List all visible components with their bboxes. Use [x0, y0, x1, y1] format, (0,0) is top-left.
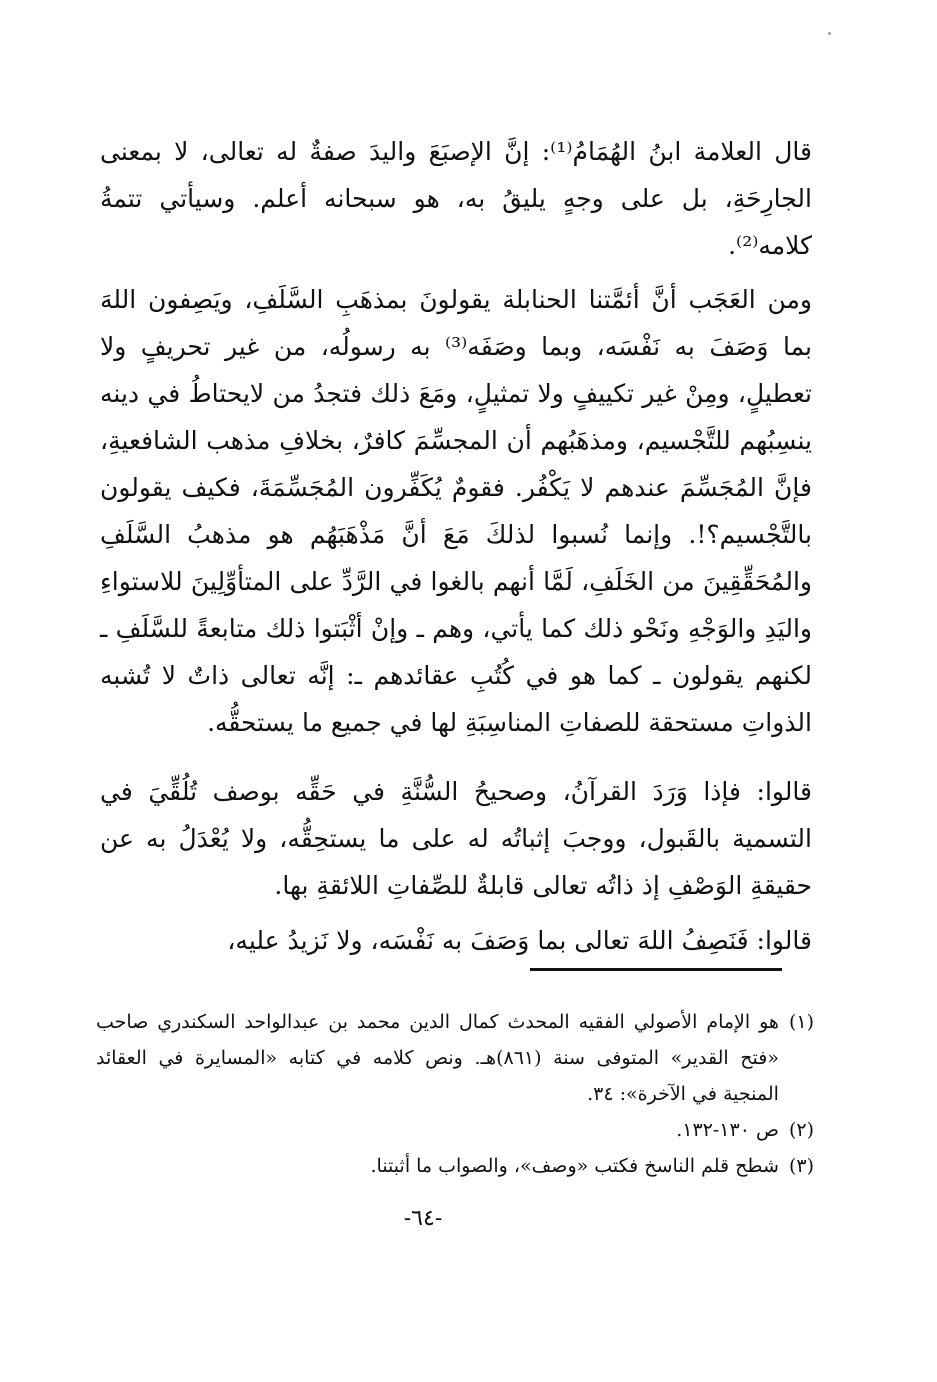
body-paragraph — [100, 768, 812, 909]
body-paragraph — [100, 276, 812, 746]
body-paragraph — [100, 917, 812, 964]
footnote-text: هو الإمام الأصولي الفقيه المحدث كمال الدين محمد بن عبدالواحد السكندري صاحب «فتح القدير» المتوفى سنة (٨٦١)هـ. ونص كلامه في كتابه «المسايرة في العقائد المنجية في الآخرة»: ٣٤. — [96, 1011, 779, 1105]
footnote-2 — [96, 1112, 814, 1148]
paragraph-text: قال العلامة ابنُ الهُمَامُ⁽¹⁾: إنَّ الإصبَعَ واليدَ صفةٌ له تعالى، لا بمعنى الجارِحَةِ، بل على وجهٍ يليقُ به، هو سبحانه أعلم. وسيأتي تتمةُ كلامه⁽²⁾. — [100, 137, 812, 260]
paragraph-text: قالوا: فَنَصِفُ اللهَ تعالى بما وَصَفَ به نَفْسَه، ولا نَزيدُ عليه، — [227, 926, 812, 955]
footnote-3 — [96, 1148, 814, 1184]
paragraph-text: قالوا: فإذا وَرَدَ القرآنُ، وصحيحُ السُّنَّةِ في حَقِّه بوصف تُلُقِّيَ في التسمية بالقَبول، ووجبَ إثباتُه له على ما يستحِقُّه، ولا يُعْدَلُ به عن حقيقةِ الوَصْفِ إذ ذاتُه تعالى قابلةٌ للصِّفاتِ اللائقةِ بها. — [100, 777, 812, 900]
scan-speck — [828, 32, 831, 35]
body-paragraph — [100, 128, 812, 269]
page-number: -٦٤- — [403, 1206, 443, 1231]
footnote-separator — [530, 968, 782, 971]
footnotes — [96, 1004, 814, 1184]
footnote-number: (٣) — [788, 1155, 814, 1177]
footnote-number: (٢) — [788, 1119, 814, 1141]
footnote-number: (١) — [788, 1011, 814, 1033]
footnote-text: شطح قلم الناسخ فكتب «وصف»، والصواب ما أثبتنا. — [370, 1155, 779, 1177]
footnote-1 — [96, 1004, 814, 1112]
footnote-text: ص ١٣٠-١٣٢. — [676, 1119, 779, 1141]
paragraph-text: ومن العَجَب أنَّ أئمَّتنا الحنابلة يقولونَ بمذهَبِ السَّلَفِ، ويَصِفون اللهَ بما وَصَفَ به نَفْسَه، وبما وصَفَه⁽³⁾ به رسولُه، من غير تحريفٍ ولا تعطيلٍ، ومِنْ غير تكييفٍ ولا تمثيلٍ، ومَعَ ذلك فتجدُ من لايحتاطُ في دينه ينسِبُهم للتَّجْسيم، ومذهَبُهم أن المجسِّمَ كافرٌ، بخلافِ مذهب الشافعيةِ، فإنَّ المُجَسِّمَ عندهم لا يَكْفُر. فقومٌ يُكَفِّرون المُجَسِّمَةَ، فكيف يقولون بالتَّجْسيم؟!. وإنما نُسبوا لذلكَ مَعَ أنَّ مَذْهَبَهُم هو مذهبُ السَّلَفِ والمُحَقِّقِينَ من الخَلَفِ، لَمَّا أنهم بالغوا في الرَّدِّ على المتأوِّلِينَ للاستواءِ واليَدِ والوَجْهِ ونَحْو ذلك كما يأتي، وهم ـ وإنْ أثْبَتوا ذلك متابعةً للسَّلَفِ ـ لكنهم يقولون ـ كما هو في كُتُبِ عقائدهم ـ: إنَّه تعالى ذاتٌ لا تُشبه الذواتِ مستحقة للصفاتِ المناسِبَةِ لها في جميع ما يستحقُّه. — [100, 285, 812, 737]
